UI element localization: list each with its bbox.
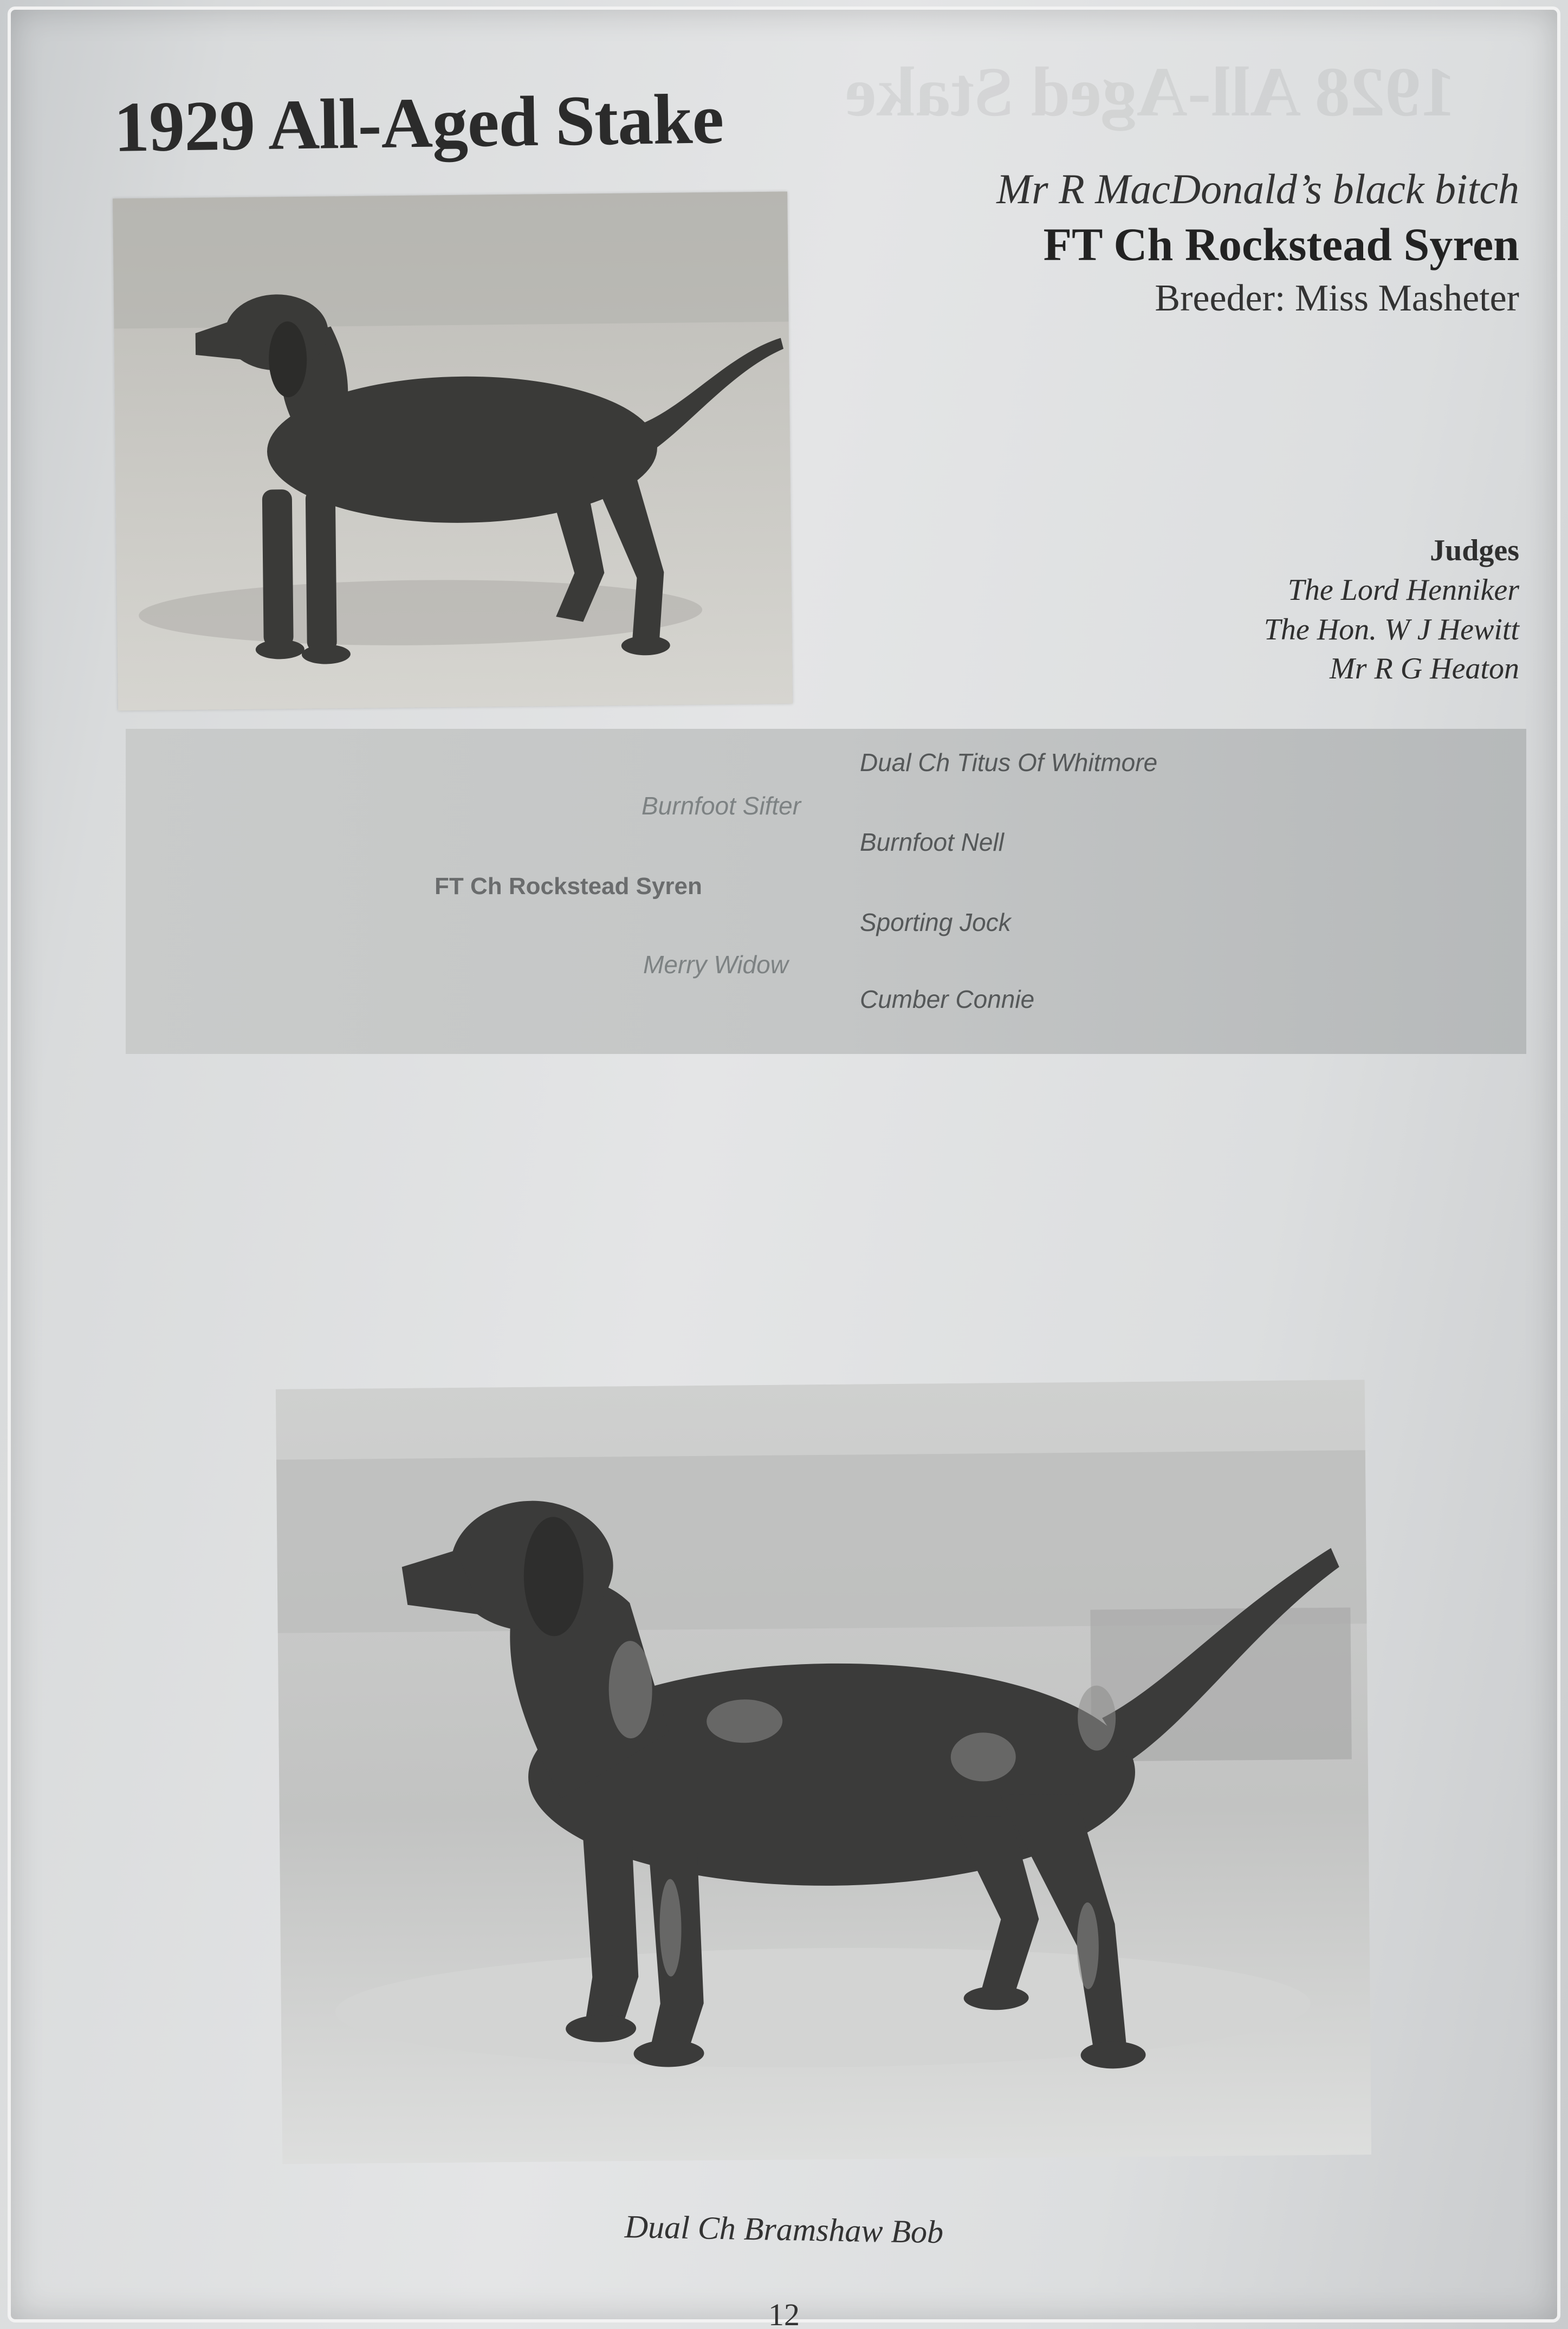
pedigree-table <box>126 729 1526 1054</box>
judge-name: Mr R G Heaton <box>1330 652 1519 686</box>
photo-caption: Dual Ch Bramshaw Bob <box>624 2208 944 2250</box>
page-title: 1929 All-Aged Stake <box>113 79 724 167</box>
pedigree-dam-sire: Sporting Jock <box>860 908 1011 936</box>
dog-photo-icon <box>113 192 793 711</box>
winner-dog-name: FT Ch Rockstead Syren <box>1043 218 1519 270</box>
winner-info <box>869 163 1519 323</box>
breeder-line: Breeder: Miss Masheter <box>1155 277 1519 319</box>
pedigree-dam-dam: Cumber Connie <box>860 985 1035 1013</box>
bleed-through-title: 1928 All-Aged Stake <box>845 53 1456 131</box>
pedigree-sire-dam: Burnfoot Nell <box>860 828 1004 856</box>
pedigree-sire-sire: Dual Ch Titus Of Whitmore <box>860 748 1158 777</box>
owner-line: Mr R MacDonald’s black bitch <box>996 165 1519 212</box>
judge-name: The Lord Henniker <box>1287 573 1519 607</box>
bramshaw-bob-photo <box>276 1380 1371 2164</box>
winner-photo <box>113 192 793 711</box>
pedigree-dam: Merry Widow <box>643 950 788 979</box>
judge-name: The Hon. W J Hewitt <box>1264 612 1519 646</box>
pedigree-sire: Burnfoot Sifter <box>642 792 801 820</box>
judges-list <box>1032 531 1519 689</box>
page-number: 12 <box>768 2297 800 2329</box>
judges-heading: Judges <box>1430 534 1519 567</box>
dog-photo-icon <box>276 1380 1371 2164</box>
pedigree-subject: FT Ch Rockstead Syren <box>435 873 702 900</box>
